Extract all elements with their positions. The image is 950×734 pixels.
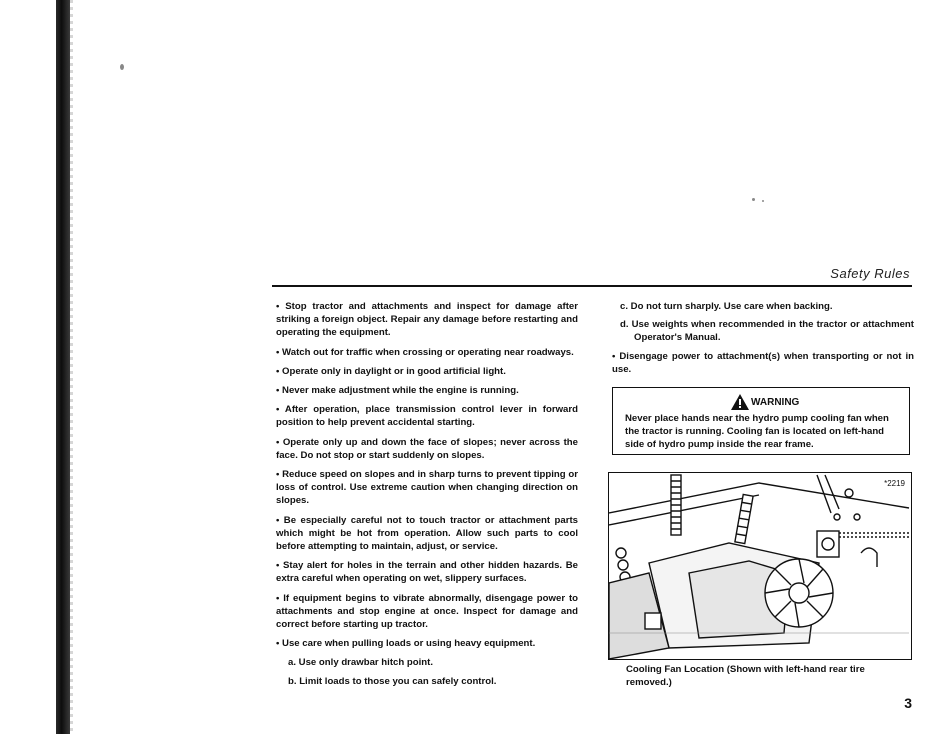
warning-heading-text: WARNING: [751, 396, 800, 408]
section-title: Safety Rules: [830, 266, 910, 281]
warning-heading: [731, 394, 799, 410]
scan-speck: [752, 198, 755, 201]
rule-item: • After operation, place transmission control lever in forward position to help prevent accidental starting.: [276, 403, 578, 429]
rule-subitem: a. Use only drawbar hitch point.: [288, 657, 433, 669]
rule-item: • Disengage power to attachment(s) when transporting or not in use.: [612, 350, 914, 376]
binding-edge: [70, 0, 73, 734]
rule-subitem: b. Limit loads to those you can safely control.: [288, 675, 497, 687]
rule-item: • Be especially careful not to touch tractor or attachment parts which might be hot from operation. Allow such parts to cool before attempting to maintain, adjust, or service.: [276, 514, 578, 554]
rule-item: • Stay alert for holes in the terrain and other hidden hazards. Be extra careful when operating on wet, slippery surfaces.: [276, 559, 578, 585]
rule-item: • Operate only up and down the face of slopes; never across the face. Do not stop or start suddenly on slopes.: [276, 436, 578, 462]
tractor-drawing: [609, 473, 911, 659]
warning-text: Never place hands near the hydro pump cooling fan when the tractor is running. Cooling fan is located on left-hand side of hydro pump inside the rear frame.: [625, 413, 889, 451]
rule-item: • Use care when pulling loads or using heavy equipment.: [276, 637, 578, 650]
rule-item: • Operate only in daylight or in good artificial light.: [276, 365, 578, 378]
rule-item: • Reduce speed on slopes and in sharp turns to prevent tipping or loss of control. Use extreme caution when changing direction on slopes.: [276, 468, 578, 508]
warning-triangle-icon: [731, 394, 749, 410]
scan-speck: [120, 64, 124, 70]
cooling-fan-illustration: [608, 472, 912, 660]
figure-caption: Cooling Fan Location (Shown with left-hand rear tire removed.): [626, 664, 865, 688]
rule-subitem: c. Do not turn sharply. Use care when backing.: [620, 301, 833, 312]
figure-number: *2219: [884, 479, 905, 488]
scan-speck: [762, 200, 764, 202]
rule-item: • If equipment begins to vibrate abnormally, disengage power to attachments and stop engine at once. Inspect for damage and correct before starting up tractor.: [276, 592, 578, 632]
rule-item: • Watch out for traffic when crossing or operating near roadways.: [276, 346, 578, 359]
warning-box: [612, 387, 910, 455]
rule-subitem: d. Use weights when recommended in the tractor or attachment Operator's Manual.: [620, 319, 914, 344]
rule-item: • Stop tractor and attachments and inspect for damage after striking a foreign object. Repair any damage before restarting and operating the equipment.: [276, 300, 578, 340]
left-column: [276, 300, 578, 693]
right-column: [612, 300, 914, 382]
rule-item: • Never make adjustment while the engine is running.: [276, 384, 578, 397]
header-rule: [272, 285, 912, 287]
page-number: 3: [904, 695, 912, 711]
binding-spine: [56, 0, 70, 734]
